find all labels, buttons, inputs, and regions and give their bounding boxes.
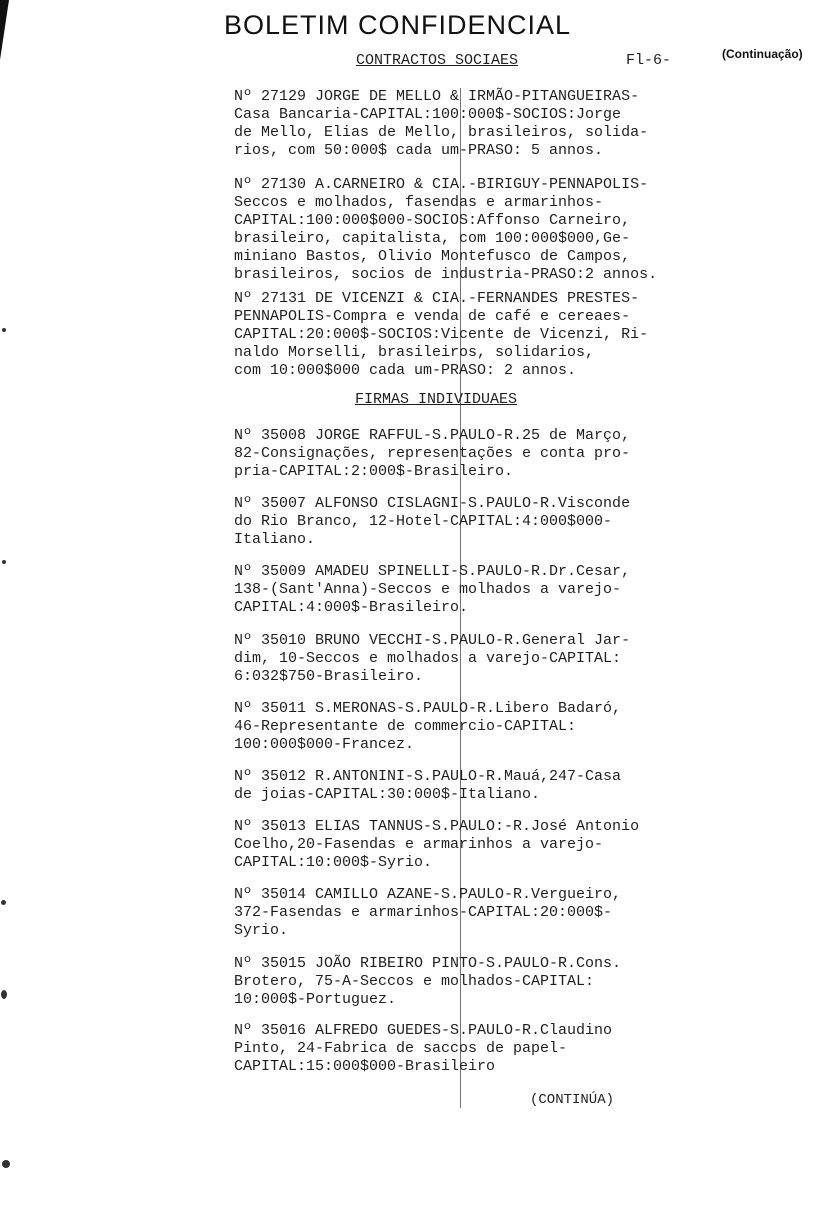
entry-line: de joias-CAPITAL:30:000$-Italiano. — [234, 786, 541, 803]
entry-35014 — [234, 886, 824, 940]
entry-35013 — [234, 818, 824, 872]
scan-speck — [1, 990, 7, 999]
entry-line: 138-(Sant'Anna)-Seccos e molhados a varejo- — [234, 581, 622, 598]
entry-line: 372-Fasendas e armarinhos-CAPITAL:20:000$- — [234, 904, 613, 921]
scan-speck — [2, 560, 6, 564]
entry-line: Seccos e molhados, fasendas e armarinhos- — [234, 194, 604, 211]
entry-27129 — [234, 88, 824, 160]
entry-line: Brotero, 75-A-Seccos e molhados-CAPITAL: — [234, 973, 595, 990]
entry-line: Nº 27130 A.CARNEIRO & CIA.-BIRIGUY-PENNAPOLIS- — [234, 176, 649, 193]
section-heading-contractos: CONTRACTOS SOCIAES — [356, 52, 519, 69]
entry-35009 — [234, 563, 824, 617]
entry-line: Nº 35010 BRUNO VECCHI-S.PAULO-R.General Jar- — [234, 632, 631, 649]
entry-35011 — [234, 700, 824, 754]
entry-line: brasileiros, socios de industria-PRASO:2 annos. — [234, 266, 658, 283]
entry-35015 — [234, 955, 824, 1009]
section-heading-firmas: FIRMAS INDIVIDUAES — [355, 391, 518, 408]
entry-line: CAPITAL:15:000$000-Brasileiro — [234, 1058, 496, 1075]
entry-line: dim, 10-Seccos e molhados a varejo-CAPITAL: — [234, 650, 622, 667]
entry-line: Nº 35016 ALFREDO GUEDES-S.PAULO-R.Claudino — [234, 1022, 613, 1039]
entry-line: CAPITAL:4:000$-Brasileiro. — [234, 599, 469, 616]
entry-line: miniano Bastos, Olivio Montefusco de Campos, — [234, 248, 631, 265]
entry-line: Nº 35012 R.ANTONINI-S.PAULO-R.Mauá,247-Casa — [234, 768, 622, 785]
entry-35007 — [234, 495, 824, 549]
entry-line: 46-Representante de commercio-CAPITAL: — [234, 718, 577, 735]
margin-mark — [0, 0, 9, 60]
entry-line: Syrio. — [234, 922, 289, 939]
scan-speck — [2, 1160, 10, 1168]
continua-note: (CONTINÚA) — [530, 1092, 615, 1108]
entry-35012 — [234, 768, 824, 804]
entry-line: brasileiro, capitalista, com 100:000$000,Ge- — [234, 230, 631, 247]
entry-line: Nº 27131 DE VICENZI & CIA.-FERNANDES PRESTES- — [234, 290, 640, 307]
entry-line: Italiano. — [234, 531, 316, 548]
entry-35008 — [234, 427, 824, 481]
entry-line: Coelho,20-Fasendas e armarinhos a varejo- — [234, 836, 604, 853]
entry-line: pria-CAPITAL:2:000$-Brasileiro. — [234, 463, 514, 480]
entry-line: Nº 35013 ELIAS TANNUS-S.PAULO:-R.José Antonio — [234, 818, 640, 835]
entry-27131 — [234, 290, 824, 380]
entry-line: 100:000$000-Francez. — [234, 736, 415, 753]
entry-line: CAPITAL:100:000$000-SOCIOS:Affonso Carneiro, — [234, 212, 631, 229]
entry-line: 10:000$-Portuguez. — [234, 991, 397, 1008]
entry-line: 82-Consignações, representações e conta pro- — [234, 445, 631, 462]
entry-35016 — [234, 1022, 824, 1076]
entry-line: Nº 35014 CAMILLO AZANE-S.PAULO-R.Vergueiro, — [234, 886, 622, 903]
entry-line: CAPITAL:10:000$-Syrio. — [234, 854, 433, 871]
entry-line: Nº 35009 AMADEU SPINELLI-S.PAULO-R.Dr.Cesar, — [234, 563, 631, 580]
entry-line: rios, com 50:000$ cada um-PRASO: 5 annos. — [234, 142, 604, 159]
entry-line: do Rio Branco, 12-Hotel-CAPITAL:4:000$000- — [234, 513, 613, 530]
entry-line: Casa Bancaria-CAPITAL:100:000$-SOCIOS:Jorge — [234, 106, 622, 123]
entry-line: 6:032$750-Brasileiro. — [234, 668, 424, 685]
entry-line: com 10:000$000 cada um-PRASO: 2 annos. — [234, 362, 577, 379]
scan-speck — [2, 328, 6, 332]
entry-line: Nº 27129 JORGE DE MELLO & IRMÃO-PITANGUEIRAS- — [234, 88, 640, 105]
folio-number: Fl-6- — [626, 52, 672, 69]
entry-line: naldo Morselli, brasileiros, solidarios, — [234, 344, 595, 361]
entry-line: Nº 35011 S.MERONAS-S.PAULO-R.Libero Badaró, — [234, 700, 622, 717]
entry-line: Nº 35015 JOÃO RIBEIRO PINTO-S.PAULO-R.Cons. — [234, 955, 622, 972]
entry-line: CAPITAL:20:000$-SOCIOS:Vicente de Vicenzi, Ri- — [234, 326, 649, 343]
entry-line: Nº 35007 ALFONSO CISLAGNI-S.PAULO-R.Visconde — [234, 495, 631, 512]
document-title: BOLETIM CONFIDENCIAL — [224, 10, 572, 40]
entry-27130 — [234, 176, 824, 284]
continuation-note: (Continuação) — [722, 47, 803, 61]
entry-35010 — [234, 632, 824, 686]
entry-line: Nº 35008 JORGE RAFFUL-S.PAULO-R.25 de Março, — [234, 427, 631, 444]
entry-line: PENNAPOLIS-Compra e venda de café e cereaes- — [234, 308, 631, 325]
scan-speck — [1, 900, 6, 905]
entry-line: de Mello, Elias de Mello, brasileiros, solida- — [234, 124, 649, 141]
entry-line: Pinto, 24-Fabrica de saccos de papel- — [234, 1040, 568, 1057]
